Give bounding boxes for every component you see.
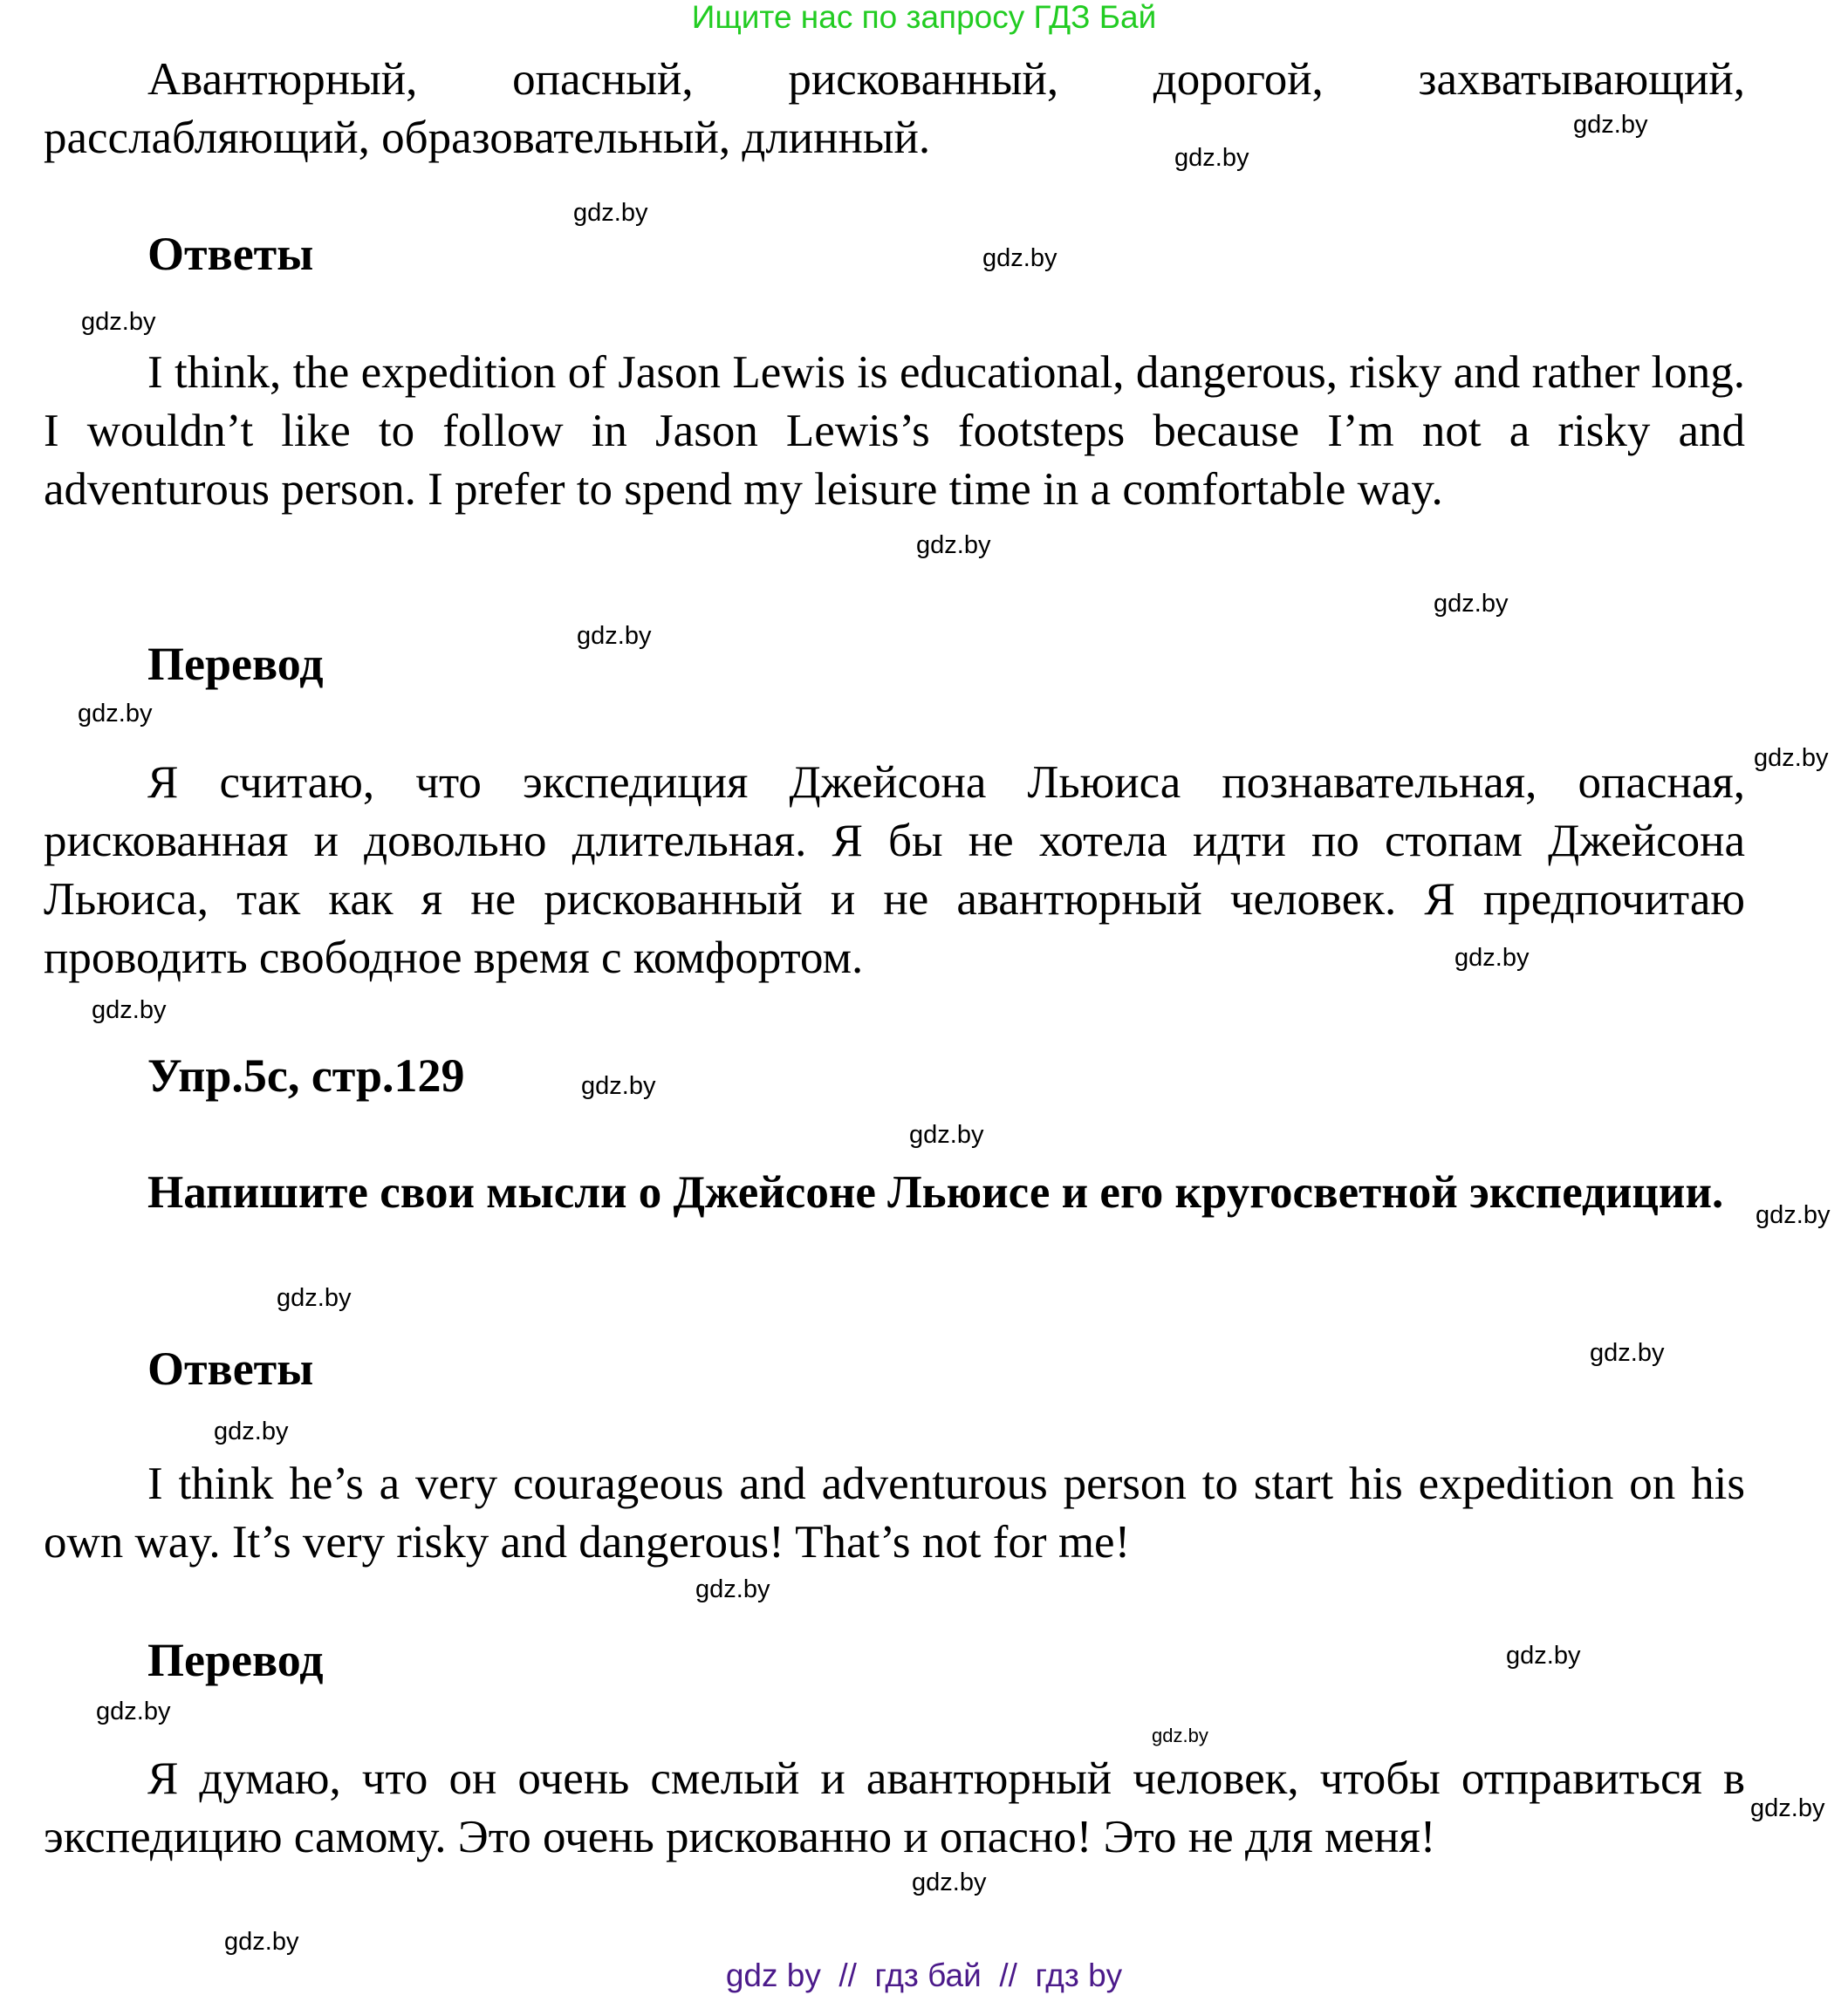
- watermark: gdz.by: [1454, 944, 1530, 972]
- answer-text: I think he’s a very courageous and adventurous person to start his expedition on his own way. It’s very risky and dangerous! That’s not for me!: [44, 1459, 1745, 1568]
- watermark: gdz.by: [1756, 1201, 1831, 1229]
- exercise-task: Напишите свои мысли о Джейсоне Льюисе и его кругосветной экспедиции.: [147, 1167, 1724, 1218]
- search-hint-banner: Ищите нас по запросу ГДЗ Бай: [691, 0, 1157, 35]
- watermark: gdz.by: [916, 531, 991, 559]
- watermark: gdz.by: [573, 199, 648, 227]
- words-list: Авантюрный, опасный, рискованный, дорогой, захватывающий, расслабляющий, образовательный, длинный.: [44, 54, 1745, 163]
- watermark: gdz.by: [1174, 144, 1249, 172]
- watermark: gdz.by: [909, 1121, 984, 1149]
- watermark: gdz.by: [1754, 744, 1829, 772]
- answers-heading: Ответы: [147, 228, 314, 280]
- translation-text: Я считаю, что экспедиция Джейсона Льюиса познавательная, опасная, рискованная и довольно длительная. Я бы не хотела идти по стопам Джейсона Льюиса, так как я не рискованный и не авантюрный человек. Я предпочитаю проводить свободное время с комфортом.: [44, 757, 1745, 983]
- watermark: gdz.by: [912, 1869, 987, 1896]
- watermark: gdz.by: [1506, 1642, 1581, 1670]
- watermark: gdz.by: [982, 244, 1057, 272]
- watermark: gdz.by: [277, 1284, 352, 1312]
- watermark: gdz.by: [92, 996, 167, 1024]
- watermark: gdz.by: [695, 1575, 770, 1603]
- answer-text: I think, the expedition of Jason Lewis is educational, dangerous, risky and rather long. I wouldn’t like to follow in Jason Lewis’s footsteps because I’m not a risky and adventurous person. I prefer to spend my leisure time in a comfortable way.: [44, 347, 1745, 515]
- translation-text: Я думаю, что он очень смелый и авантюрный человек, чтобы отправиться в экспедицию самому. Это очень рискованно и опасно! Это не для меня!: [44, 1753, 1745, 1862]
- watermark: gdz.by: [78, 700, 153, 728]
- answers-heading: Ответы: [147, 1343, 314, 1395]
- watermark: gdz.by: [1750, 1794, 1825, 1822]
- watermark: gdz.by: [1152, 1725, 1208, 1746]
- footer-links[interactable]: gdz by // гдз бай // гдз by: [725, 1957, 1123, 1993]
- watermark: gdz.by: [1590, 1339, 1665, 1367]
- watermark: gdz.by: [1434, 590, 1509, 618]
- watermark: gdz.by: [96, 1698, 171, 1725]
- translation-heading: Перевод: [147, 1634, 324, 1686]
- watermark: gdz.by: [224, 1928, 299, 1956]
- watermark: gdz.by: [581, 1072, 656, 1100]
- watermark: gdz.by: [577, 622, 652, 650]
- watermark: gdz.by: [1573, 111, 1648, 139]
- watermark: gdz.by: [81, 308, 156, 336]
- watermark: gdz.by: [214, 1418, 289, 1445]
- exercise-heading: Упр.5с, стр.129: [147, 1049, 465, 1102]
- translation-heading: Перевод: [147, 638, 324, 690]
